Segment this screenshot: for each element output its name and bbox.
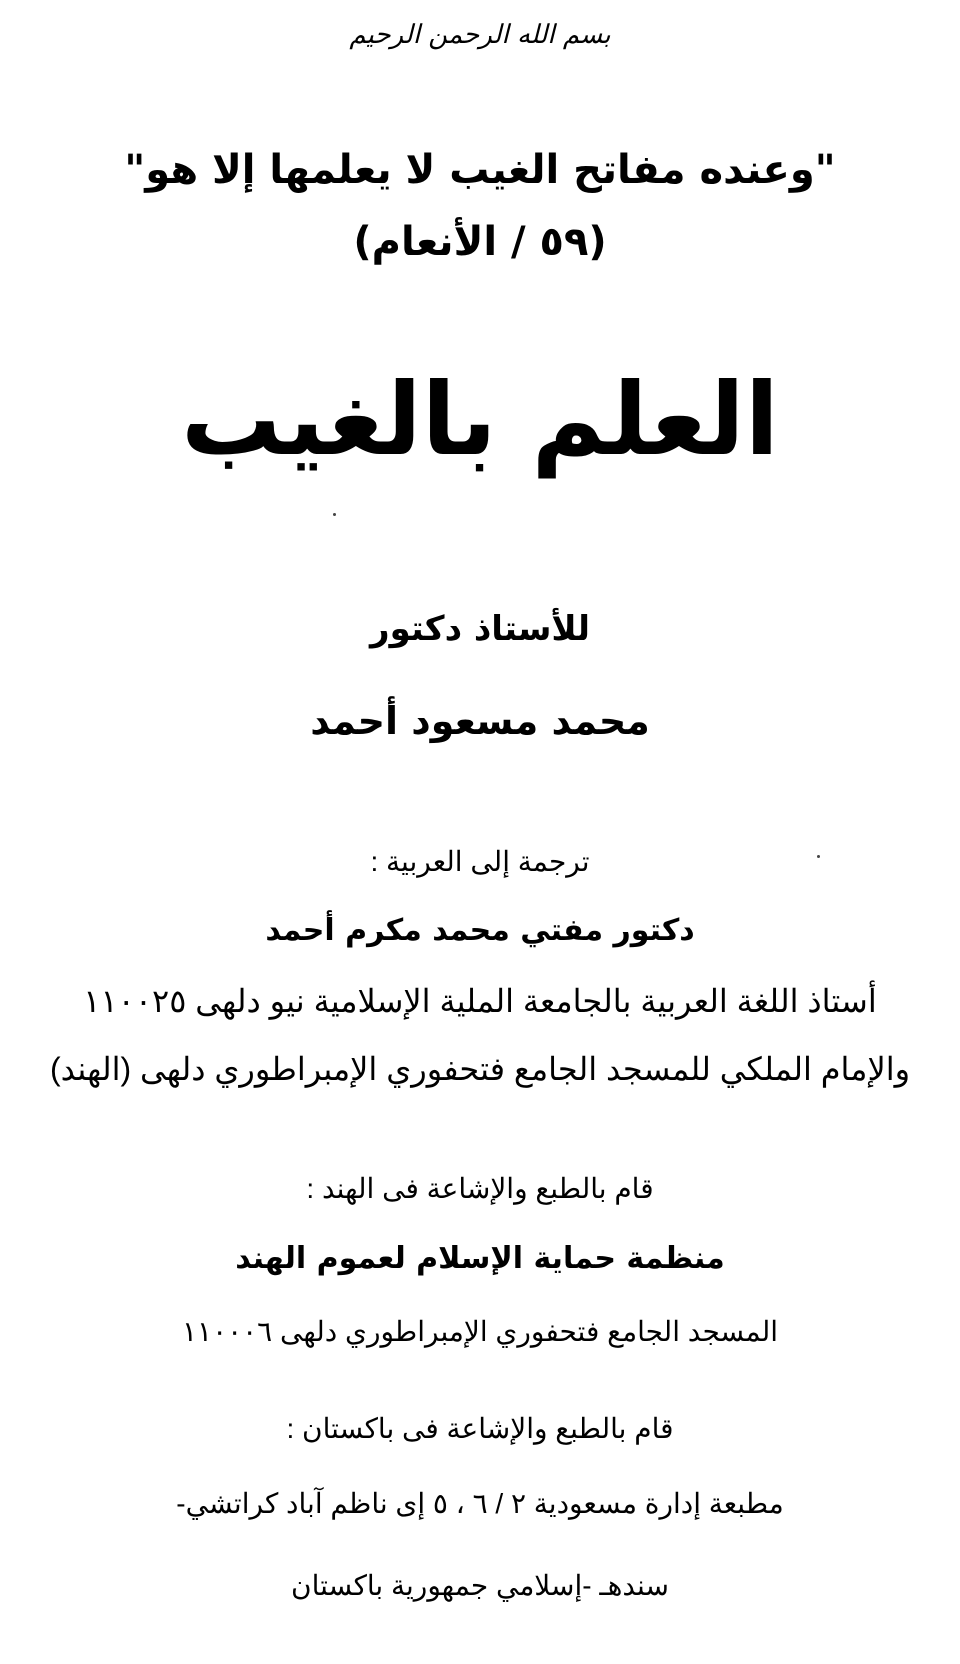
publisher-india-label: قام بالطبع والإشاعة فى الهند : — [306, 1173, 654, 1204]
translation-label: ترجمة إلى العربية : — [370, 846, 590, 877]
publisher-pakistan-address-1: مطبعة إدارة مسعودية ٢ / ٦ ، ٥ إى ناظم آباد كراتشي- — [176, 1488, 784, 1519]
author-name: محمد مسعود أحمد — [310, 699, 650, 743]
publisher-pakistan-address-2: سندهـ -إسلامي جمهورية باكستان — [291, 1570, 669, 1601]
publisher-india-organization: منظمة حماية الإسلام لعموم الهند — [235, 1241, 725, 1276]
basmala-calligraphy: بسم الله الرحمن الرحيم — [349, 20, 611, 50]
publisher-pakistan-label: قام بالطبع والإشاعة فى باكستان : — [286, 1413, 674, 1444]
author-prefix: للأستاذ دكتور — [370, 609, 590, 649]
book-title: العلم بالغيب — [180, 361, 780, 478]
translator-name: دكتور مفتي محمد مكرم أحمد — [265, 913, 695, 948]
verse-reference: (٥٩ / الأنعام) — [353, 219, 607, 265]
publisher-india-address: المسجد الجامع فتحفوري الإمبراطوري دلهى ١١٠٠٠٦ — [181, 1316, 779, 1347]
scan-speck — [817, 855, 820, 858]
scan-speck — [333, 513, 336, 516]
translator-affiliation-1: أستاذ اللغة العربية بالجامعة الملية الإسلامية نيو دلهى ١١٠٠٢٥ — [83, 983, 877, 1019]
translator-affiliation-2: والإمام الملكي للمسجد الجامع فتحفوري الإمبراطوري دلهى (الهند) — [49, 1051, 911, 1087]
quran-verse: "وعنده مفاتح الغيب لا يعلمها إلا هو" — [124, 147, 836, 193]
